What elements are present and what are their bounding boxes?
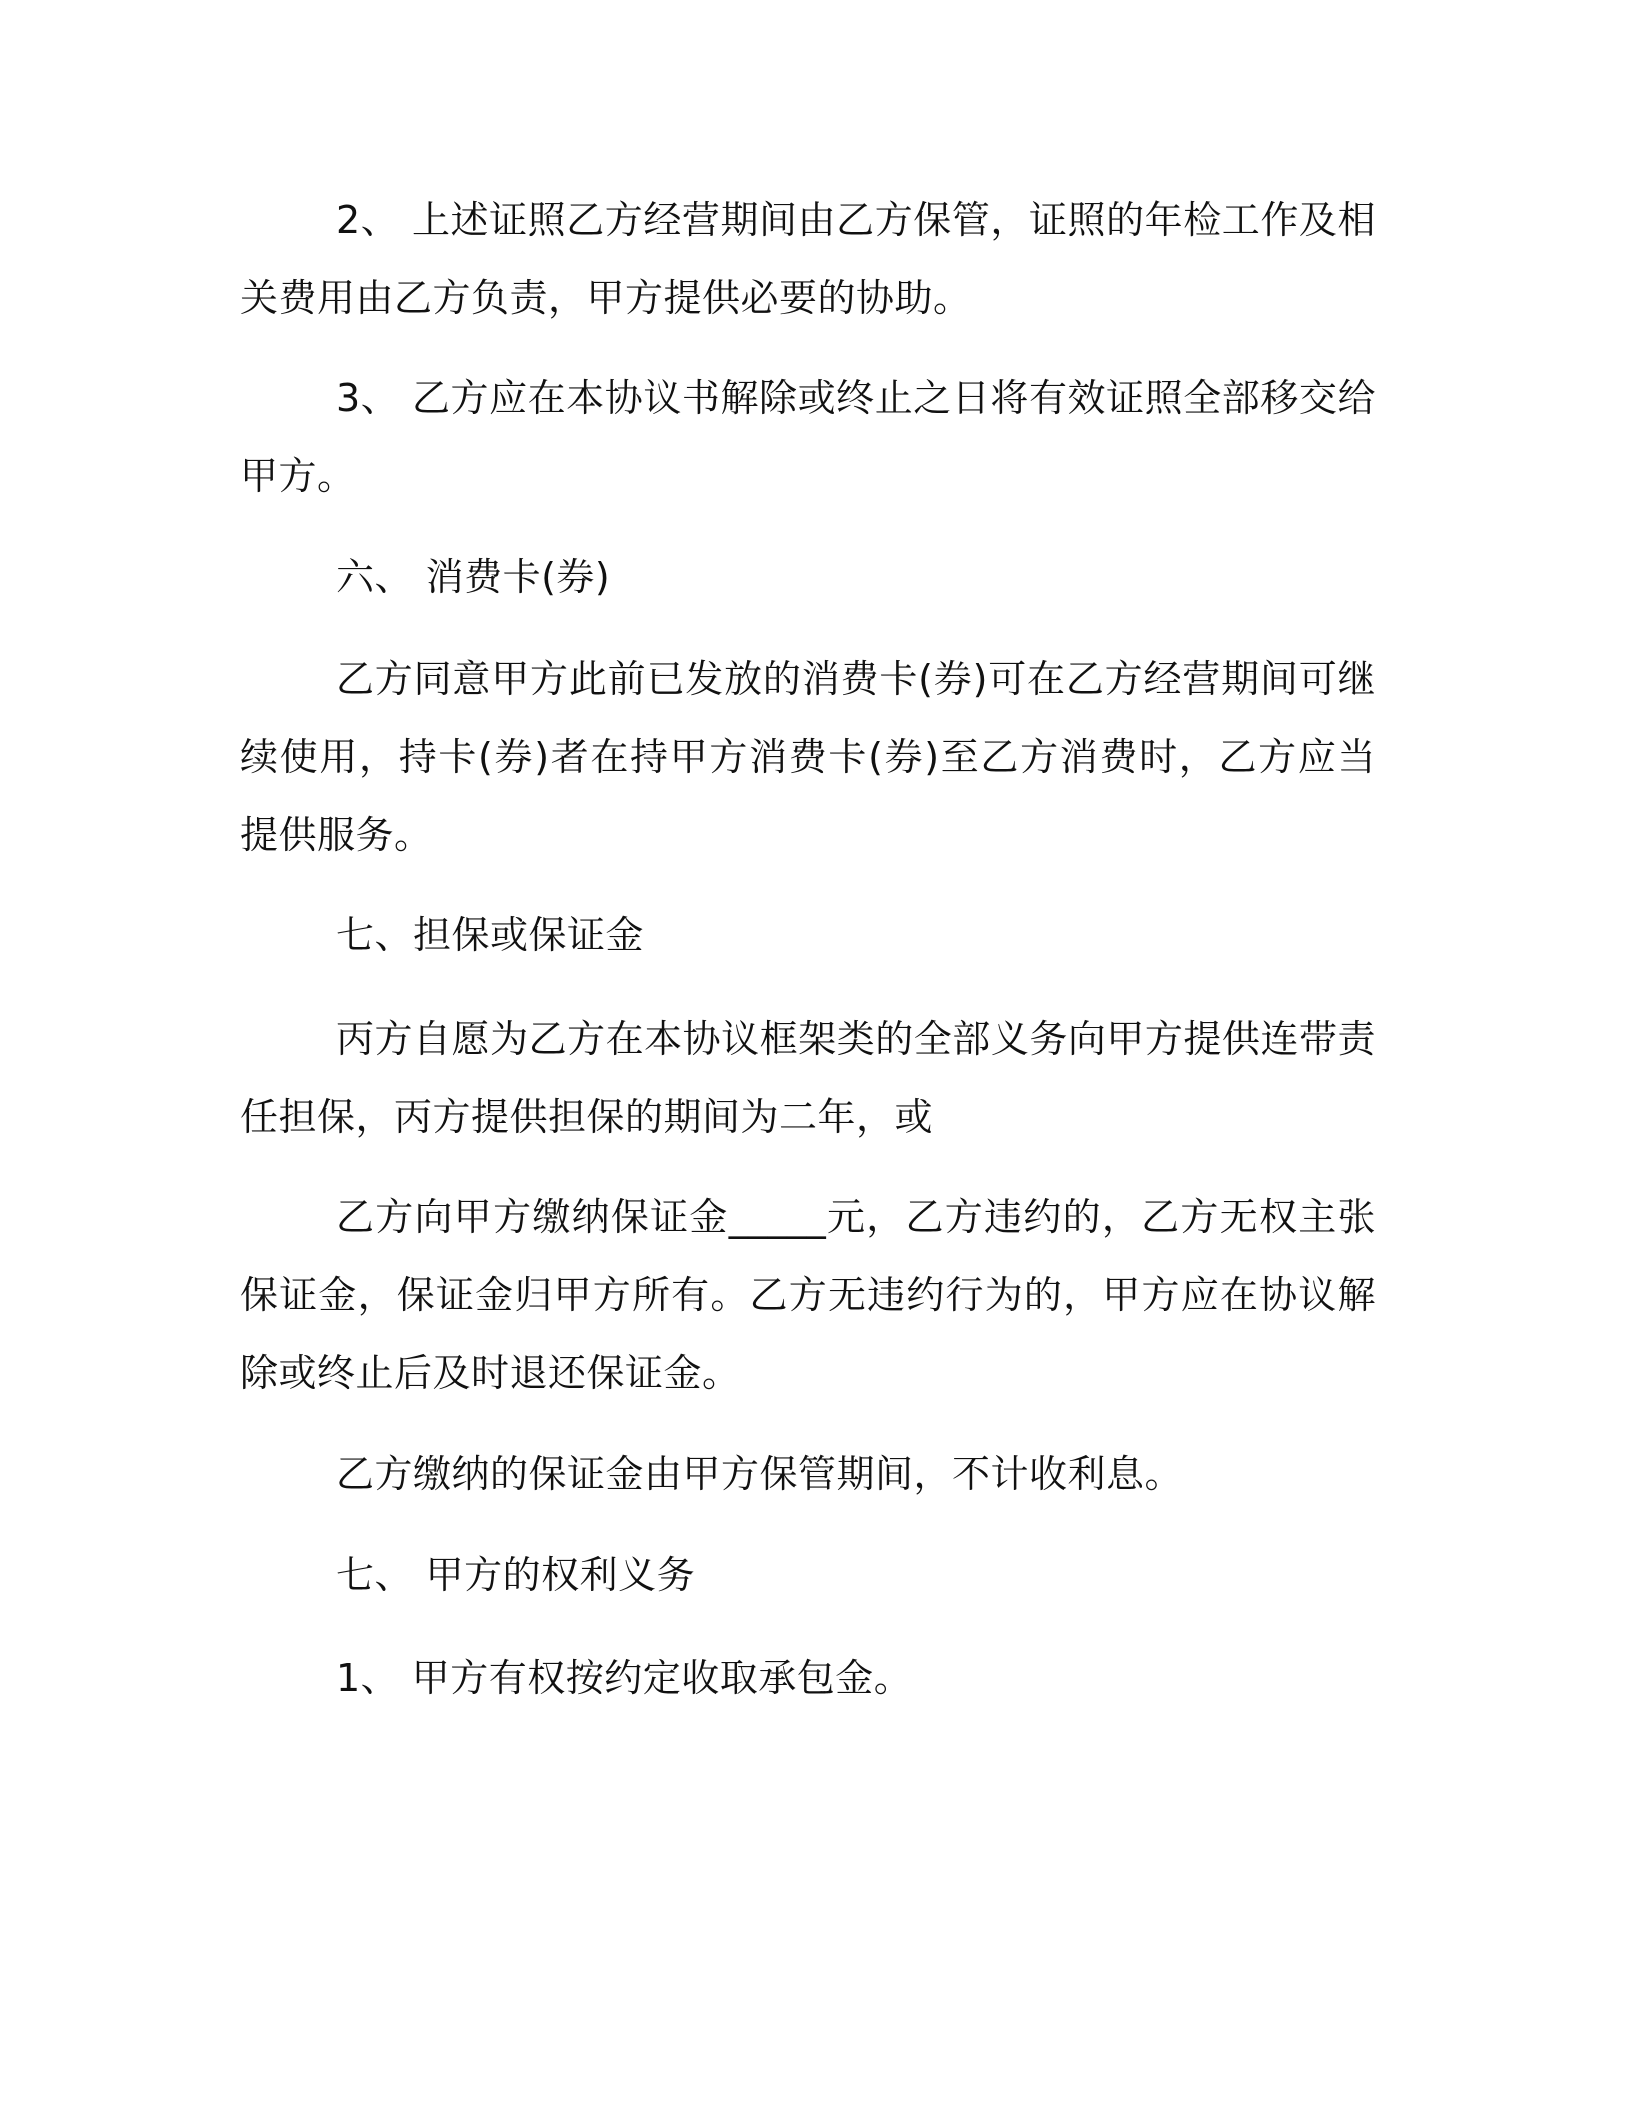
heading-party-a-rights: 七、 甲方的权利义务: [336, 1553, 696, 1597]
heading-consumer-cards: 六、 消费卡(券): [336, 555, 611, 599]
paragraph-contract-fee: 1、 甲方有权按约定收取承包金。: [336, 1656, 913, 1700]
paragraph-deposit-interest: 乙方缴纳的保证金由甲方保管期间，不计收利息。: [336, 1452, 1184, 1496]
paragraph-license-handover: 3、 乙方应在本协议书解除或终止之日将有效证照全部移交给甲方。: [240, 376, 1376, 498]
paragraph-joint-guarantee: 丙方自愿为乙方在本协议框架类的全部义务向甲方提供连带责任担保，丙方提供担保的期间为二年，或: [240, 1017, 1376, 1139]
paragraph-deposit-terms: 乙方向甲方缴纳保证金_____元，乙方违约的，乙方无权主张保证金，保证金归甲方所有。乙方无违约行为的，甲方应在协议解除或终止后及时退还保证金。: [240, 1195, 1376, 1395]
paragraph-license-custody: 2、 上述证照乙方经营期间由乙方保管，证照的年检工作及相关费用由乙方负责，甲方提供必要的协助。: [240, 198, 1376, 320]
heading-guarantee-deposit: 七、担保或保证金: [336, 913, 645, 957]
paragraph-consumer-cards: 乙方同意甲方此前已发放的消费卡(券)可在乙方经营期间可继续使用，持卡(券)者在持甲方消费卡(券)至乙方消费时，乙方应当提供服务。: [240, 657, 1376, 857]
